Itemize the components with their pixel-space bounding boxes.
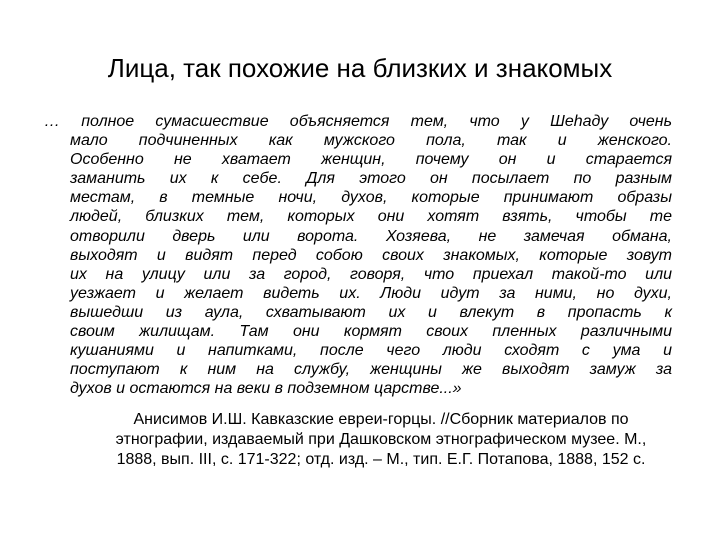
quote-line: людей, близких тем, которых они хотят взять, чтобы те	[70, 208, 672, 226]
quote-line: выходят и видят перед собою своих знакомых, которые зовут	[70, 246, 672, 264]
quote-line: местам, в темные ночи, духов, которые принимают образы	[70, 189, 672, 207]
quote-line: духов и остаются на веки в подземном царстве...»	[70, 380, 462, 398]
quote-line: отворили дверь или ворота. Хозяева, не замечая обмана,	[70, 227, 672, 245]
citation-line: этнографии, издаваемый при Дашковском этнографическом музее. М.,	[115, 431, 647, 448]
quote-line: кушаниями и напитками, после чего люди сходят с ума и	[70, 342, 672, 360]
quote-line: вышедши из аула, схватывают их и влекут в пропасть к	[70, 303, 672, 321]
quote-block	[44, 112, 672, 398]
quote-line: мало подчиненных как мужского пола, так и женского.	[70, 132, 672, 150]
slide-title: Лица, так похожие на близких и знакомых	[107, 53, 613, 83]
quote-line: Особенно не хватает женщин, почему он и старается	[70, 151, 672, 169]
quote-line: поступают к ним на службу, женщины же выходят замуж за	[70, 361, 672, 379]
quote-line: … полное сумасшествие объясняется тем, что у Шеhаду очень	[44, 113, 672, 130]
quote-line: заманить их к себе. Для этого он посылает по разным	[70, 170, 672, 188]
quote-line: их на улицу или за город, говоря, что приехал такой-то или	[70, 265, 672, 283]
citation-line: 1888, вып. III, с. 171-322; отд. изд. – М., тип. Е.Г. Потапова, 1888, 152 с.	[116, 451, 646, 468]
citation-line: Анисимов И.Ш. Кавказские евреи-горцы. //Сборник материалов по	[133, 411, 629, 428]
quote-line: своим жилищам. Там они кормят своих пленных различными	[70, 323, 672, 341]
citation	[76, 410, 686, 470]
quote-line: уезжает и желает видеть их. Люди идут за ними, но духи,	[70, 284, 672, 302]
